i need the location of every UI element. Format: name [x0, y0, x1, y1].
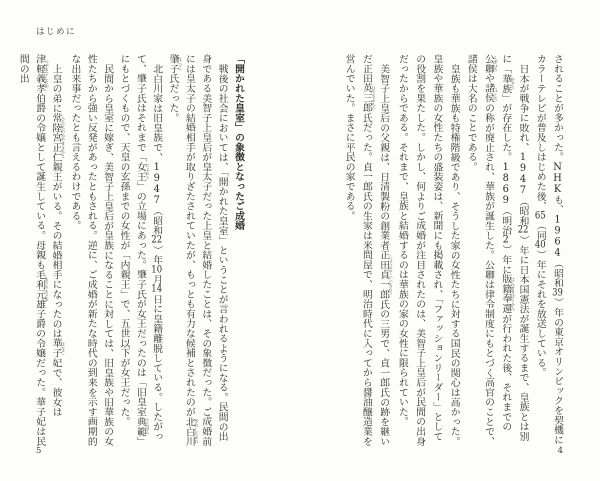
- ruby-annotated-text: 常陸宮正仁 ひたちのみやまさひと: [50, 112, 67, 162]
- ruby-annotated-text: 北白川 きたしらかわ: [183, 416, 200, 447]
- ruby-annotated-text: 女王 にょおう: [134, 161, 151, 182]
- tate-chu-yoko-number: 65: [534, 210, 546, 221]
- ruby-annotated-text: 版籍奉還 はんせきほうかん: [500, 274, 516, 314]
- ruby-annotated-text: 典範 てんぱん: [134, 416, 151, 437]
- running-header: はじめに: [36, 27, 77, 37]
- paragraph: 美智子上皇后の父親は、日清製粉の創業者正田貞一郎 しょうだていいちろう氏の三男で、貞一郎氏の跡を継いだ正田英三郎 ひでさぶろう氏だった。貞一郎氏の生家は米問屋で、明治時代に入ってから醤油醸造業を営んでいた。まさに平民の家である。: [343, 54, 394, 447]
- page-number-left: 5: [36, 446, 42, 456]
- ruby-annotated-text: 正田貞一郎 しょうだていいちろう: [378, 250, 394, 299]
- paragraph: 北白川家は旧皇族で、1947（昭和22）年10月14日に皇籍離脱している。したがって、肇子氏はそれまで「女王 にょおう」の立場にあった。肇子氏が女王だったのは「旧皇室典範 てんぱん」にもとづくもので、天皇の玄孫までの女性が「内親王」で、五世以下が女王だった。: [118, 54, 163, 447]
- paragraph: されることが多かった。NHKも、1964（昭和39）年の東京オリンピックを契機にカラーテレビが普及しはじめた後、65（同40）年にそれを放送している。: [534, 54, 563, 445]
- ruby-annotated-text: 英三郎 ひでさぶろう: [360, 83, 377, 113]
- tate-chu-yoko-number: 40: [534, 240, 546, 251]
- right-page-body: [340, 54, 566, 450]
- left-page: [8, 54, 246, 450]
- upright-number: 1964: [552, 214, 563, 259]
- ruby-annotated-text: 津軽義孝 つがるよしたか: [34, 54, 50, 94]
- ruby-annotated-text: 肇子 はつこ: [167, 54, 184, 74]
- tate-chu-yoko-number: 39: [552, 287, 563, 298]
- paragraph: 上皇の弟に常陸宮正仁 ひたちのみやまさひと親王がいる。その結婚相手になったのは華子 はなこ妃で、彼女は津軽義孝 つがるよしたか伯爵の令嬢として誕生している。母親も毛利元雄 もうりもとお子爵の令嬢だった。華子妃は民間の出: [17, 54, 67, 447]
- right-page: [330, 54, 566, 450]
- upright-number: 1869: [500, 161, 512, 206]
- paragraph: 皇族も華族も特権階級であり、そうした家の女性たちに対する国民の関心は高かった。皇族や華族の女性たちの盛装姿は、新聞にも掲載され、「ファッションリーダー」としての役割を果たした。しかし、何よりご成婚が注目されたのは、美智子上皇后が民間の出身だったからである。それまで、皇族と結婚するのは華族の家の女性に限られていた。: [396, 54, 460, 446]
- tate-chu-yoko-number: 14: [151, 284, 163, 295]
- paragraph: 民間から皇室に嫁ぎ、美智子上皇后が皇族になることに対しては、旧皇族や旧華族の女性たちから強い反発があったともされる。逆に、ご成婚が新たな時代の到来を示す画期的な出来事だったとも言えるわけである。: [69, 54, 114, 446]
- ruby-annotated-text: 公卿 くぎょう: [483, 54, 499, 74]
- ruby-annotated-text: 華族 かぞく: [500, 73, 516, 94]
- tate-chu-yoko-number: 2: [502, 235, 509, 246]
- ruby-annotated-text: 毛利元雄 もうりもとお: [34, 269, 50, 309]
- ruby-annotated-text: 華子 はなこ: [50, 338, 67, 358]
- upright-number: 1947: [151, 161, 163, 206]
- left-page-body: [14, 54, 229, 450]
- tate-chu-yoko-number: 10: [151, 264, 163, 275]
- section-heading: 「開かれた皇室」の象徴となったご成婚: [233, 54, 244, 231]
- page-number-right: 4: [557, 446, 563, 456]
- upright-number: 1947: [517, 152, 529, 196]
- ruby-annotated-text: 諸侯 しょこう: [483, 83, 499, 104]
- upright-number: NHK: [552, 161, 563, 195]
- paragraph: 戦後の社会においては、「開かれた皇室」ということが言われるようになる。民間の出身である美智子上皇后が皇太子だった上皇と結婚したことは、その象徴だった。ご成婚前には皇太子の結婚相手が取りざたされていたが、もっとも有力な候補とされたのが北白川 きたしらかわ肇子 はつこ氏だった。: [167, 54, 228, 447]
- tate-chu-yoko-number: 22: [151, 235, 163, 245]
- paragraph: 日本が戦争に敗れ、1947（昭和22）年に日本国憲法が誕生するまで、皇族とは別に「華族 かぞく」が存在した。1869（明治2）年に版籍奉還 はんせきほうかんが行われた後、それまでの公卿 くぎょうや諸侯 しょこうの称が廃止され、華族が誕生した。公卿は律令制度にもとづく高官のことで、諸侯は大名のことである。: [465, 54, 529, 447]
- tate-chu-yoko-number: 22: [517, 225, 529, 236]
